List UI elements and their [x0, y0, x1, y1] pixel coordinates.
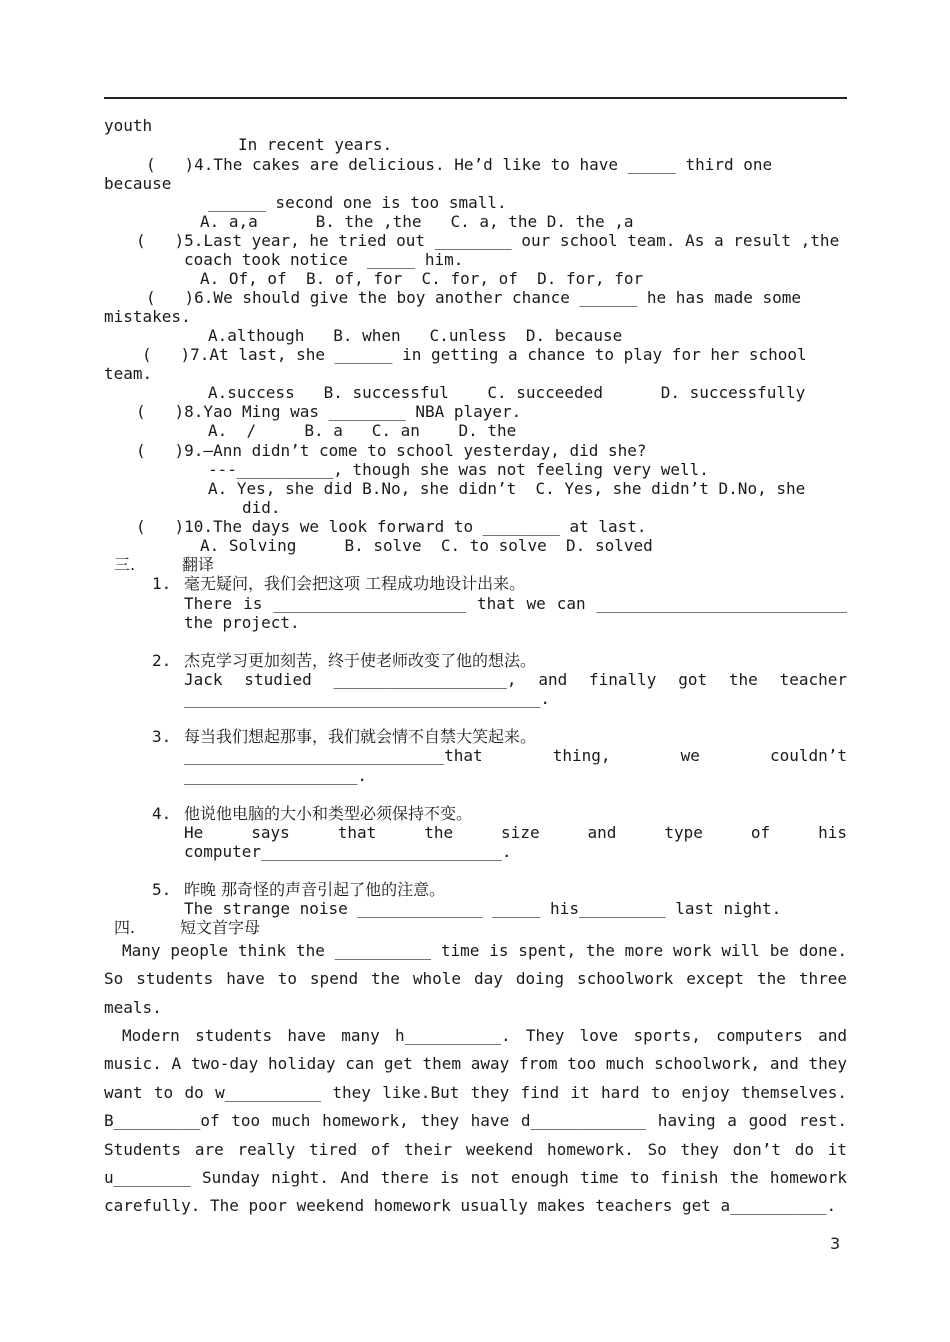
text-line: youth	[104, 116, 153, 135]
item-chinese: 杰克学习更加刻苦，终于使老师改变了他的想法。	[184, 651, 537, 670]
question-4-options: A. a,a B. the ,the C. a, the D. the ,a	[200, 212, 634, 231]
item-chinese: 他说他电脑的大小和类型必须保持不变。	[184, 804, 473, 823]
header-rule	[104, 97, 847, 99]
section-4-number: 四.	[114, 918, 136, 937]
question-5-options: A. Of, of B. of, for C. for, of D. for, for	[200, 269, 644, 288]
section-4-title: 短文首字母	[180, 918, 261, 937]
item-english: The strange noise _____________ _____ his_________ last night.	[184, 899, 782, 918]
question-7: ( )7.At last, she ______ in getting a chance to play for her school	[142, 345, 807, 364]
item-number: 5.	[152, 880, 172, 899]
passage-paragraph-1: Many people think the __________ time is spent, the more work will be done. So students have to spend the whole day doing schoolwork except the three meals.	[104, 941, 847, 1017]
item-chinese: 毫无疑问，我们会把这项 工程成功地设计出来。	[184, 574, 526, 593]
question-5-cont: coach took notice _____ him.	[184, 250, 464, 269]
item-english-cont: computer_________________________.	[184, 842, 512, 861]
question-8-options: A. / B. a C. an D. the	[208, 421, 517, 440]
question-4: ( )4.The cakes are delicious. He’d like to have _____ third one	[146, 155, 773, 174]
passage-paragraph-2: Modern students have many h__________. They love sports, computers and music. A two-day holiday can get them away from too much schoolwork, and they want to do w__________ they like.But they find it hard to enjoy themselves. B_________of too much homework, they have d____________ having a good rest. Students are really tired of their weekend homework. So they don’t do it u________ Sunday night. And there is not enough time to finish the homework carefully. The poor weekend homework usually makes teachers get a__________.	[104, 1026, 847, 1216]
question-6-cont: mistakes.	[104, 307, 191, 326]
question-4-cont: because	[104, 174, 172, 193]
page-number: 3	[830, 1234, 841, 1253]
question-9-cont: ---__________, though she was not feeling very well.	[208, 460, 709, 479]
item-english: He says that the size and type of his	[184, 823, 847, 842]
item-english: Jack studied __________________, and finally got the teacher	[184, 670, 847, 689]
item-english: There is ____________________ that we can __________________________	[184, 594, 847, 613]
item-chinese: 昨晚 那奇怪的声音引起了他的注意。	[184, 880, 446, 899]
question-10-options: A. Solving B. solve C. to solve D. solved	[200, 536, 653, 555]
question-4-cont: ______ second one is too small.	[208, 193, 507, 212]
question-7-options: A.success B. successful C. succeeded D. successfully	[208, 383, 806, 402]
item-english-cont: _____________________________________.	[184, 689, 551, 708]
question-6: ( )6.We should give the boy another chance ______ he has made some	[146, 288, 802, 307]
question-9: ( )9.—Ann didn’t come to school yesterday, did she?	[136, 441, 647, 460]
item-chinese: 每当我们想起那事，我们就会情不自禁大笑起来。	[184, 727, 537, 746]
item-number: 3.	[152, 727, 172, 746]
question-9-options-cont: did.	[242, 498, 281, 517]
item-english-cont: the project.	[184, 613, 300, 632]
text-line: In recent years.	[238, 135, 393, 154]
item-number: 1.	[152, 574, 172, 593]
question-6-options: A.although B. when C.unless D. because	[208, 326, 623, 345]
question-10: ( )10.The days we look forward to ________ at last.	[136, 517, 647, 536]
item-number: 4.	[152, 804, 172, 823]
item-english: ___________________________that thing, we couldn’t	[184, 746, 847, 765]
question-5: ( )5.Last year, he tried out ________ our school team. As a result ,the	[136, 231, 840, 250]
section-3-number: 三.	[114, 555, 136, 574]
item-english-cont: __________________.	[184, 766, 368, 785]
item-number: 2.	[152, 651, 172, 670]
question-9-options: A. Yes, she did B.No, she didn’t C. Yes, she didn’t D.No, she	[208, 479, 806, 498]
question-7-cont: team.	[104, 364, 153, 383]
question-8: ( )8.Yao Ming was ________ NBA player.	[136, 402, 522, 421]
section-3-title: 翻译	[182, 555, 215, 574]
